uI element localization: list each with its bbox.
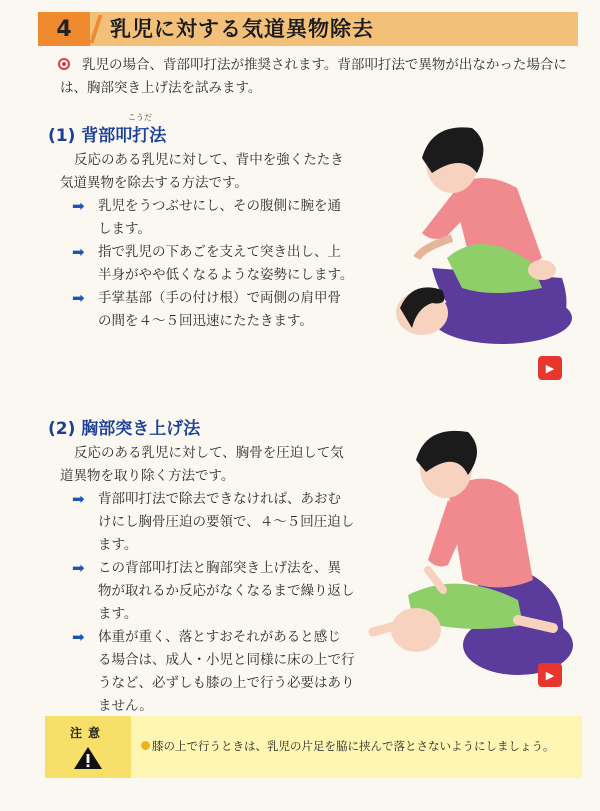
section1-title: (1) 背部叩打法 — [48, 126, 167, 146]
header-slash — [89, 15, 102, 43]
list-item-line: この背部叩打法と胸部突き上げ法を、異 — [98, 560, 341, 576]
caution-label: 注意 — [69, 726, 106, 740]
section-header — [38, 12, 578, 46]
bullet-circle-icon — [58, 58, 70, 70]
list-item-line: 半身がやや低くなるような姿勢にします。 — [98, 267, 354, 283]
list-item-line: 体重が重く、落とすおそれがあると感じ — [98, 629, 341, 645]
list-item-line: します。 — [98, 221, 151, 237]
video-tag-icon: ▶ — [538, 356, 562, 380]
arrow-right-icon: ➡ — [72, 490, 85, 508]
bullet-dot-icon — [141, 741, 150, 750]
list-item — [72, 241, 394, 287]
list-item — [72, 626, 394, 718]
section1-lead-1: 反応のある乳児に対して、背中を強くたたき — [74, 152, 344, 168]
intro-paragraph — [60, 54, 585, 100]
list-item-line: けにし胸骨圧迫の要領で、４～５回圧迫し — [98, 514, 355, 530]
caution-note-text: 膝の上で行うときは、乳児の片足を脇に挟んで落とさないようにしましょう。 — [152, 739, 555, 753]
list-item — [72, 557, 394, 626]
caution-note — [141, 738, 555, 754]
list-item-line: 乳児をうつぶせにし、その腹側に腕を通 — [98, 198, 341, 214]
list-item-line: 手掌基部（手の付け根）で両側の肩甲骨 — [98, 290, 341, 306]
arrow-right-icon: ➡ — [72, 243, 85, 261]
list-item-line: 背部叩打法で除去できなければ、あおむ — [98, 491, 341, 507]
furigana: こうだ — [128, 113, 152, 122]
section2-title: (2) 胸部突き上げ法 — [48, 419, 201, 439]
section2-body — [60, 442, 394, 718]
page-title: 乳児に対する気道異物除去 — [110, 17, 374, 41]
section-number: 4 — [38, 12, 90, 46]
list-item-line: ません。 — [98, 698, 153, 714]
intro-line-2: は、胸部突き上げ法を試みます。 — [60, 80, 262, 96]
chest-thrusts-illustration — [368, 420, 578, 690]
list-item-line: 物が取れるか反応がなくなるまで繰り返し — [98, 583, 355, 599]
arrow-right-icon: ➡ — [72, 559, 85, 577]
list-item-line: の間を４～５回迅速にたたきます。 — [98, 313, 313, 329]
list-item-line: ます。 — [98, 606, 138, 622]
video-tag-icon: ▶ — [538, 663, 562, 687]
back-blows-illustration — [392, 118, 582, 358]
list-item-line: 指で乳児の下あごを支えて突き出し、上 — [98, 244, 341, 260]
list-item-line: うなど、必ずしも膝の上で行う必要はあり — [98, 675, 355, 691]
list-item — [72, 287, 394, 333]
caution-box — [45, 716, 582, 778]
arrow-right-icon: ➡ — [72, 197, 85, 215]
arrow-right-icon: ➡ — [72, 628, 85, 646]
section2-lead-1: 反応のある乳児に対して、胸骨を圧迫して気 — [74, 445, 344, 461]
section2-lead-2: 道異物を取り除く方法です。 — [60, 468, 235, 484]
section1-lead-2: 気道異物を除去する方法です。 — [60, 175, 248, 191]
arrow-right-icon: ➡ — [72, 289, 85, 307]
list-item — [72, 195, 394, 241]
warning-triangle-icon — [73, 746, 103, 770]
list-item-line: る場合は、成人・小児と同様に床の上で行 — [98, 652, 355, 668]
intro-line-1: 乳児の場合、背部叩打法が推奨されます。背部叩打法で異物が出なかった場合に — [82, 57, 567, 73]
section1-body — [60, 149, 394, 333]
list-item — [72, 488, 394, 557]
list-item-line: ます。 — [98, 537, 138, 553]
